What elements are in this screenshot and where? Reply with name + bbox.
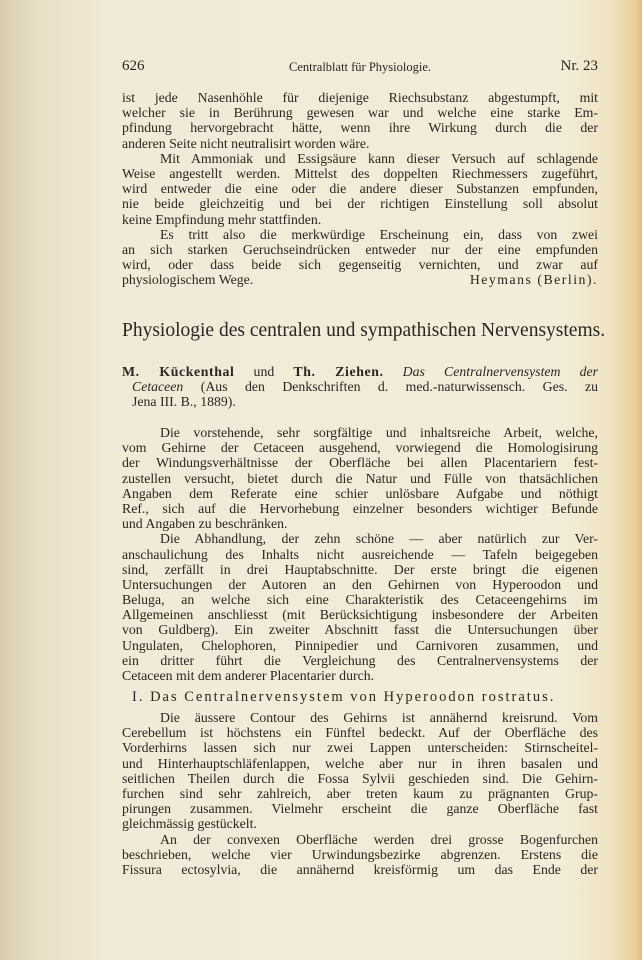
text-line: gleichmässig gestückelt. [122,816,257,832]
text-line: Angaben dem Referate eine schier unlösbare Aufgabe und nöthigt [122,485,598,501]
author-1: M. Kückenthal [122,364,235,379]
text-line: Fissura ectosylvia, die annähernd kreisförmig um das Ende der [122,861,598,877]
text-line: vom Gehirne der Cetaceen ausgehend, vorwiegend die Homologisirung [122,440,598,456]
text-line: der Windungsverhältnisse der Oberfläche bei allen Placentariern fest- [122,455,598,471]
text-line: nie beide gleichzeitig und bei der richtigen Einstellung soll absolut [122,196,598,212]
text-line: Beluga, an welche sich eine Charakteristik des Cetaceengehirns im [122,592,598,608]
running-header [122,58,598,78]
text-line: anderen Seite nicht neutralisirt worden wäre. [122,135,370,151]
author-2: Th. Ziehen. [293,364,384,379]
paragraph [122,151,598,227]
conjunction: und [253,364,275,379]
text-line: Weise angestellt werden. Mittelst des doppelten Riechmessers zugeführt, [122,165,598,181]
paragraph [122,531,598,683]
text-line: welcher sie in Berührung gewesen war und welche eine starke Em- [122,105,598,121]
text-line: wird, oder dass beide sich gegenseitig vernichten, und zwar auf [122,257,598,273]
work-title: Das Centralnervensystem der [402,364,598,379]
text-line: An der convexen Oberfläche werden drei grosse Bogenfurchen [160,831,598,847]
page-number: 626 [122,58,145,74]
review-text [122,425,598,683]
subsection-heading: I. Das Centralnervensystem von Hyperoodon rostratus. [132,689,556,705]
source-cont: Jena III. B., 1889). [132,394,236,410]
text-line: ein dritter führt die Vergleichung des Centralnervensystems der [122,652,598,668]
text-line [122,272,598,287]
text-line: Cerebellum ist höchstens ein Fünftel bedeckt. Auf der Oberfläche des [122,725,598,741]
text-line: pfindung hervorgebracht hätte, wenn ihre Wirkung durch die der [122,120,598,136]
text-line: von Guldberg). Ein zweiter Abschnitt fasst die Untersuchungen über [122,622,598,638]
text-line: und Hinterhauptschläfenlappen, welche aber nur in ihren basalen und [122,755,598,771]
text-line: pirungen zusammen. Vielmehr erscheint die ganze Oberfläche fast [122,801,598,817]
text-line: beschrieben, welche vier Urwindungsbezirke abgrenzen. Erstens die [122,846,598,862]
text-line: Cetaceen mit dem anderer Placentarier durch. [122,668,375,683]
text-line: Vorderhirns lassen sich nur zwei Lappen unterscheiden: Stirnscheitel- [122,740,598,756]
text-line: seitlichen Theilen durch die Fossa Sylvii geschieden sind. Die Gehirn- [122,770,598,786]
text-line-content: physiologischem Wege. [122,272,254,288]
text-line: Allgemeinen anschliesst (mit Berücksichtigung insbesondere der Arbeiten [122,607,598,623]
text-line: Die äussere Contour des Gehirns ist annähernd kreisrund. Vom [160,710,598,725]
text-line: furchen sind sehr zahlreich, aber treten kaum zu prägnanten Grup- [122,785,598,801]
text-line: zustellen versucht, bietet durch die Natur und Fülle von thatsächlichen [122,470,598,486]
text-line: wird entweder die eine oder die andere dieser Substanzen empfunden, [122,181,598,197]
text-line: sind, zerfällt in drei Hauptabschnitte. Der erste bringt die eigenen [122,561,598,577]
text-line: Untersuchungen der Autoren an den Gehirnen von Hyperoodon und [122,576,598,592]
journal-title: Centralblatt für Physiologie. [289,60,431,74]
paragraph [122,90,598,151]
text-line: ist jede Nasenhöhle für diejenige Riechsubstanz abgestumpft, mit [122,90,598,105]
section-text [122,710,598,877]
source: (Aus den Denkschriften d. med.-naturwissensch. Ges. zu [200,379,598,395]
paragraph [122,227,598,288]
paragraph [122,832,598,878]
text-line: anschaulichung des Inhalts nicht ausreichende — Tafeln beigegeben [122,546,598,562]
text-line: Die Abhandlung, der zehn schöne — aber natürlich zur Ver- [160,531,598,547]
text-line: Es tritt also die merkwürdige Erscheinung ein, dass von zwei [160,226,598,242]
previous-article-text [122,90,598,287]
text-line: und Angaben zu beschränken. [122,516,288,532]
paragraph [122,425,598,531]
text-line: Die vorstehende, sehr sorgfältige und inhaltsreiche Arbeit, welche, [160,425,598,440]
text-line: Ref., sich auf die Hervorhebung einzelner besonders wichtiger Befunde [122,500,598,516]
issue-number: Nr. 23 [560,58,598,74]
text-line: Mit Ammoniak und Essigsäure kann dieser Versuch auf schlagende [160,150,598,166]
citation [122,364,598,410]
section-heading: Physiologie des centralen und sympathischen Nervensystems. [122,320,606,341]
paragraph [122,710,598,832]
text-line: an sich starken Geruchseindrücken entweder nur der eine empfunden [122,241,598,257]
author-signature: Heymans (Berlin). [469,272,598,288]
work-title-cont: Cetaceen [132,379,184,395]
text-line: keine Empfindung mehr stattfinden. [122,211,322,227]
text-line: Ungulaten, Chelophoren, Pinnipedier und Carnivoren zusammen, und [122,637,598,653]
